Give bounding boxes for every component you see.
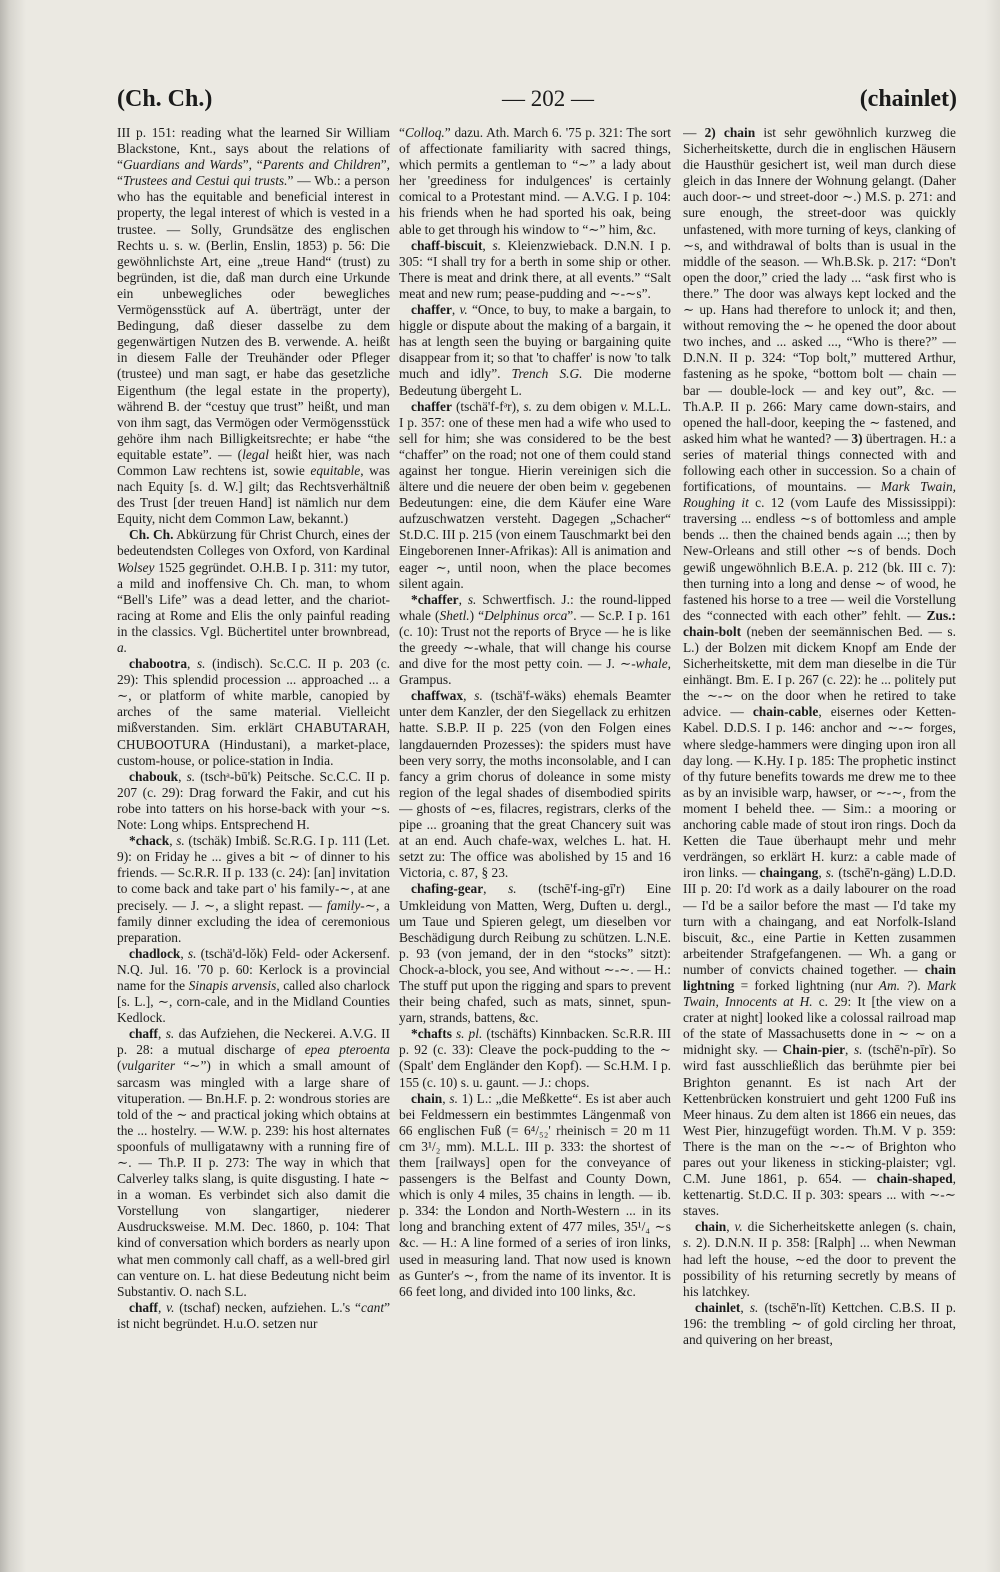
headword: chaffer: [411, 398, 452, 414]
entry-text: (tschä'f-wäks) ehemals Beamter unter dem Kanzler, der den Siegellack zu erhitzen hatte. S.B.P. II p. 225 (von den Folgen eines langdauernden Prozesses): the spiders must have been very sorry, the moths inconsolable, and I can fancy a grim chorus of doleance in some misty region of the legal shades of disembodied spirits — ghosts of ∼es, filacres, registrars, clerks of the pipe ... groaning that the great Chancery suit was at an end. Auch chafe-wax, welches L. hat. H. setzt zu: The office was abolished by 15 and 16 Victoria, c. 87, § 23.: [399, 688, 671, 881]
entry-text: , called also charlock [s. L.], ∼, corn-cale, and in the Midland Counties Kedlock.: [117, 977, 390, 1026]
dictionary-entry: [117, 769, 390, 833]
italic-text: Mark Twain, Roughing it: [683, 479, 956, 511]
entry-text: (neben der seemännischen Bed. — s. L.) der Bolzen mit dickem Knopf am Ende der Sicherheitskette, mit dem man dieselbe in die Tür einhängt. Bm. E. I p. 267 (c. 22): he ... politely put the ∼-∼ on the door when he retired to take advice. —: [683, 623, 956, 720]
entry-text: “∼”) in which a small amount of sarcasm was mingled with a large share of vituperation. — Bn.H.F. p. 2: wondrous stories are told of the ∼ and practical joking which obtains at the ... hostelry. — W.W. p. 239: his host alternates spoonfuls of mulligatawny with a running fire of ∼. — Th.P. II p. 273: The way in which that Calverley talks slang, is quite disgusting. I hate ∼ in a woman. Es verbindet sich also damit die Vorstellung von slangartiger, niederer Ausdrucksweise. M.M. Dec. 1860, p. 104: That kind of conversation which borders as nearly upon what men commonly call chaff, as a well-bred girl can venture on. L. hat diese Bedeutung nicht beim Substantiv. O. nach S.L.: [117, 1058, 390, 1299]
headword: chain: [695, 1219, 727, 1235]
entry-text: c. 29: It [the view on a crater at night] looked like a colossal railroad map of the state of Massachusetts done in ∼ ∼ on a midnight sky. —: [683, 994, 956, 1058]
entry-text: Abkürzung für Christ Church, eines der bedeutendsten Colleges von Oxford, von Kardinal: [117, 527, 390, 559]
italic-text: s.: [508, 881, 517, 897]
headword: 2) chain: [704, 125, 756, 140]
entry-text: M.L.L. I p. 357: one of these men had a wife who used to sell for him; she was considered to be the best “chaffer” on the road; not one of them could stand against her tongue. Hierin vereinigen sich die ältere und die neuere der oben beim: [399, 398, 671, 495]
entry-text: (tschäfts) Kinnbacken. Sc.R.R. III p. 92 (c. 33): Cleave the pock-pudding to the ∼ (Spalt' dem Engländer den Kopf). — Sc.H.M. I p. 155 (c. 10) s. u. gaunt. — J.: chops.: [399, 1026, 671, 1090]
entry-text: (: [117, 1058, 122, 1074]
entry-text: (tschaf) necken, aufziehen. L.'s “: [174, 1299, 361, 1315]
italic-text: vulgariter: [121, 1058, 176, 1074]
italic-text: s.: [467, 591, 477, 607]
entry-text: Schwertfisch. J.: the round-lipped whale (: [399, 591, 671, 623]
entry-text: ,: [158, 1299, 167, 1315]
running-head-left: (Ch. Ch.): [117, 86, 213, 112]
italic-text: Delphinus orca: [484, 607, 568, 623]
italic-text: equitable: [310, 462, 361, 478]
dictionary-entry: [683, 1300, 956, 1348]
italic-text: Mark Twain, Innocents at H.: [683, 977, 956, 1010]
italic-text: s. pl.: [455, 1026, 483, 1042]
headword: chaff-biscuit: [411, 237, 483, 253]
dictionary-entry: [399, 1091, 671, 1300]
italic-text: v.: [620, 398, 629, 414]
headword: chainlet: [695, 1299, 741, 1315]
headword: chafing-gear: [411, 881, 484, 897]
entry-text: “: [399, 125, 405, 140]
entry-text: —: [683, 125, 705, 140]
entry-text: = forked lightning (nur: [734, 977, 879, 993]
entry-text: ”. — Sc.P. I p. 161 (c. 10): Trust not the reports of Bryce — he is like the greedy ∼-whale, that will change his course and dive for the most petty coin. — J.: [399, 607, 671, 672]
entry-text: ” dazu. Ath. March 6. '75 p. 321: The sort of affectionate familiarity with sacred things, which permits a gentleman to “∼” a lady about her 'greediness for indulgences' is certainly comical to a Protestant mind. — A.V.G. I p. 104: his friends when he had sported his oak, being able to get through his window to “∼” him, &c.: [399, 125, 671, 237]
entry-text: ist sehr gewöhnlich kurzweg die Sicherheitskette, durch die in englischen Häusern die Hausthür gesichert ist, weil man durch diese gleich in das Innere der Wohnung gelangt. (Daher auch door-∼ und street-door ∼.) M.S. p. 271: and sure enough, the street-door was quickly unfastened, with more turning of keys, clanking of ∼s, and withdrawal of bolts than is usual in the middle of the season. — Wh.B.Sk. p. 217: “Don't open the door,” cried the lady ... “ask first who is there.” The door was always kept locked and the ∼ up. Hans had therefore to unlock it; and then, without removing the ∼ he opened the door about two inches, and ... asked ..., “Who is there?” — D.N.N. II p. 324: “Top bolt,” muttered Arthur, fastening as he spoke, “bottom bolt — chain — bar — double-lock — and key out”, &c. — Th.A.P. II p. 266: Mary came down-stairs, and opened the hall-door, keeping the ∼ fastened, and asked him what he wanted? —: [683, 125, 956, 446]
entry-text: ,: [458, 591, 468, 607]
entry-text: ,: [482, 237, 493, 253]
dictionary-entry: [399, 238, 671, 302]
entry-text: ” ist nicht begründet. H.u.O. setzen nur: [117, 1299, 390, 1331]
entry-text: die Sicherheitskette anlegen (s. chain,: [742, 1219, 956, 1235]
italic-text: s.: [196, 656, 206, 672]
dictionary-entry: [399, 399, 671, 592]
entry-text: 1) L.: „die Meßkette“. Es ist aber auch bei Feldmessern ein bestimmtes Längenmaß von 66 englischen Fuß (= 6⁴/₅₂' rheinisch = 20 m 11 cm 3¹/₂ mm). M.L.L. III p. 333: the shortest of them [railways] open for the conveyance of passengers is the Belfast and County Down, which is only 4 miles, 35 chains in length. — ib. p. 334: the London and North-Western ... in its long and branching extent of 477 miles, 35¹/₄ ∼s &c. — H.: A line formed of a series of iron links, used in measuring land. That now used is known as Gunter's ∼, from the name of its inventor. It is 66 feet long, and divided into 100 links, &c.: [399, 1090, 671, 1299]
italic-text: v.: [166, 1299, 175, 1315]
dictionary-entry: [117, 946, 390, 1026]
dictionary-entry: [117, 125, 390, 527]
entry-text: heißt hier, was nach Common Law rechtens ist, sowie: [117, 446, 390, 478]
page-number: — 202 —: [502, 86, 594, 111]
italic-text: a.: [117, 640, 128, 655]
entry-text: (indisch). Sc.C.C. II p. 203 (c. 29): This splendid procession ... approached ... a ∼, or platform of white marble, canopied by arches of the same material. Vielleicht mißverstanden. Sim. erklärt CHABUTARAH, CHUBOOTURA (Hindustani), a market-place, custom-house, or police-station in India.: [117, 656, 390, 768]
dictionary-entry: [399, 125, 671, 238]
entry-text: ,: [845, 1042, 854, 1058]
italic-text: s.: [449, 1090, 458, 1106]
headword: chaff: [129, 1299, 159, 1315]
italic-text: Parents and Children: [262, 157, 381, 173]
entry-text: ,: [740, 1299, 750, 1315]
running-head-right: (chainlet): [859, 86, 957, 112]
entry-text: ,: [178, 768, 187, 784]
entry-text: gegebenen Bedeutungen: eine, die dem Käufer eine Ware aufzuschwatzen versteht. Dagegen „Schacher“ St.D.C. III p. 215 (von einem Tauschmarkt bei den Eingeborenen Inner-Afrikas): All is animation and eager ∼, until noon, when the place becomes silent again.: [399, 479, 671, 591]
entry-text: 2). D.N.N. II p. 358: [Ralph] ... when Newman had left the house, ∼ed the door to prevent the possibility of his returning secretly by means of his latchkey.: [683, 1235, 956, 1299]
entry-text: das Aufziehen, die Neckerei. A.V.G. II p. 28: a mutual discharge of: [117, 1026, 390, 1058]
entry-text: III p. 151: reading what the learned Sir William Blackstone, Knt., says about the relations of “: [117, 125, 390, 173]
dictionary-entry: [683, 125, 956, 1219]
italic-text: Shetl.: [439, 607, 470, 623]
entry-text: (tschäk) Imbiß. Sc.R.G. I p. 111 (Let. 9): on Friday he ... gives a bit ∼ of dinner to his friends. — Sc.R.R. II p. 133 (c. 24): [an] invitation to come back and take part o' his family-∼, at ane precisely. — J. ∼, a slight repast. —: [117, 833, 390, 913]
dictionary-entry: [117, 1300, 390, 1332]
entry-text: zu dem obigen: [532, 398, 621, 414]
italic-text: s.: [187, 945, 197, 961]
italic-text: s.: [825, 865, 835, 881]
dictionary-entry: [399, 592, 671, 689]
entry-text: ,: [180, 945, 188, 961]
entry-text: (tschē'n-gäng) L.D.D. III p. 20: I'd work as a daily labourer on the road — I'd be a sailor before the mast — I'd take my turn with a chaingang, and eat Norfolk-Island biscuit, &c., eine Partie in Ketten zusammen arbeitender Strafgefangenen. — Wh. a gang or number of convicts chained together. —: [683, 865, 956, 977]
italic-text: Colloq.: [404, 125, 445, 140]
entry-text: (tschä'd-lŏk) Feld- oder Ackersenf. N.Q. Jul. 16. '70 p. 60: Kerlock is a provincial name for the: [117, 945, 390, 993]
entry-text: (tschē'n-pīr). So wird fast ausschließlich das berühmte pier bei Brighton genannt. Es ist nach Art der Kettenbrücken konstruiert und geht 1200 Fuß ins Meer hinaus. Zu dem alten ist 1866 ein neues, das West Pier, hinzugefügt worden. Th.M. V p. 359: There is the man on the ∼-∼ of Brighton who pares out your likeness in sticking-plaister; vgl. C.M. June 1861, p. 654. —: [683, 1042, 956, 1187]
entry-text: ,: [158, 1026, 166, 1042]
italic-text: Guardians and Wards: [122, 157, 243, 173]
column-3: [683, 125, 956, 1553]
italic-text: s.: [523, 398, 533, 414]
italic-text: v.: [459, 302, 468, 318]
headword: Zus.: chain-bolt: [683, 607, 956, 639]
entry-text: Kleienzwieback. D.N.N. I p. 305: “I shall try for a berth in some ship or other. There is meat and drink there, at all events.” “Salt meat and new rum; pease-pudding and ∼-∼s”.: [399, 237, 671, 301]
entry-text: ” — Wb.: a person who has the equitable and beneficial interest in property, the legal interest of which is vested in a trustee. — Solly, Grundsätze des englischen Rechts u. s. w. (Berlin, Enslin, 1853) p. 56: Die gewöhnlichste Art, eine „treue Hand“ (trust) zu begründen, ist die, daß man durch eine Urkunde ein unbewegliches oder bewegliches Vermögensstück auf A. überträgt, unter der Bedingung, daß dieser dasselbe zu dem gegenwärtigen Nutzen des B. verwende. A. heißt in diesem Falle der Treuhänder oder Pfleger (trustee) und man sagt, er habe das gesetzliche Eigenthum (the legal estate in the property), während B. der “cestuy que trust” heißt, und man von ihm sagt, das Vermögen oder Vermögensstück gehöre ihm nach Billigkeitsrechte; er habe “the equitable estate”. — (: [117, 173, 390, 462]
entry-text: ”, “: [117, 157, 390, 189]
headword: chabootra: [129, 656, 188, 672]
entry-text: ).: [912, 977, 927, 993]
column-2: [399, 125, 671, 1553]
dictionary-entry: [399, 1026, 671, 1090]
entry-text: , eisernes oder Ketten-Kabel. D.D.S. I p. 146: anchor and ∼-∼ forges, where sledge-hammers were dinging upon iron all day long. — K.Hy. I p. 185: The prophetic instinct of thy future benefits towards me drew me to thee as by an invisible warp, hawser, or ∼-∼, from the moment I beheld thee. — Sim.: a mooring or anchoring cable made of stout iron rings. Doch da Ketten die Taue überhaupt mehr und mehr verdrängen, so erklärt H. kurz: a cable made of iron links. —: [683, 704, 956, 881]
entry-text: Die moderne Bedeutung übergeht L.: [399, 366, 671, 398]
italic-text: family-∼: [326, 897, 376, 913]
entry-text: ,: [726, 1219, 735, 1235]
dictionary-entry: [399, 881, 671, 1026]
headword: *chafts: [411, 1026, 452, 1042]
headword: chaingang: [759, 865, 819, 881]
dictionary-entry: [399, 688, 671, 881]
entry-text: c. 12 (vom Laufe des Mississippi): traversing ... endless ∼s of bottomless and ample bends ... then the chained bends again ...; then by New-Orleans and still other ∼s of bends. Doch gewiß ungewöhnlich B.E.A. p. 212 (bk. III c. 7): then turning into a long and dense ∼ of wood, he fastened his horse to a tree — weil die Vorstellung des “connected with each other” fehlt. —: [683, 495, 956, 623]
entry-text: (tschē'n-lĭt) Kettchen. C.B.S. II p. 196: the trembling ∼ of gold circling her throat, and quivering on her breast,: [683, 1299, 956, 1348]
entry-text: 1525 gegründet. O.H.B. I p. 311: my tutor, a mild and inoffensive Ch. Ch. man, to whom “Bell's Life” was a dead letter, and the chariot-racing at Rome and Elis the only painful reading in the classics. Vgl. Büchertitel unter brownbread,: [117, 559, 390, 639]
dictionary-entry: [117, 656, 390, 769]
italic-text: Wolsey: [117, 559, 155, 575]
entry-text: , was nach Equity [s. d. W.] gilt; das Rechtsverhältniß des Trust [der treuen Hand] ist nämlich nur dem Equity, nicht dem Common Law, bekannt.): [117, 462, 390, 527]
entry-text: ) “: [469, 607, 485, 623]
headword: chadlock: [129, 945, 181, 961]
entry-text: ,: [818, 865, 826, 881]
headword: chain lightning: [683, 961, 956, 993]
entry-text: ,: [483, 881, 509, 897]
entry-text: ,: [451, 302, 460, 318]
italic-text: ∼-whale: [619, 656, 668, 672]
headword: chain: [411, 1090, 443, 1106]
italic-text: Sinapis arvensis: [188, 977, 277, 993]
italic-text: v.: [734, 1219, 743, 1235]
italic-text: v.: [601, 479, 610, 495]
entry-text: (tschä'f-fᵊr),: [451, 398, 524, 414]
entry-text: ,: [463, 688, 475, 704]
italic-text: cant: [361, 1299, 385, 1315]
entry-text: , Grampus.: [399, 656, 671, 688]
italic-text: s.: [176, 833, 185, 849]
italic-text: s.: [749, 1299, 759, 1315]
italic-text: epea pteroenta: [304, 1042, 390, 1058]
italic-text: s.: [186, 768, 196, 784]
dictionary-entry: [117, 833, 390, 946]
entry-text: übertragen. H.: a series of material things connected with and following each other in succession. So a chain of fortifications, of mountains. —: [683, 430, 956, 495]
dictionary-entry: [117, 1026, 390, 1300]
dictionary-entry: [399, 302, 671, 399]
italic-text: s.: [853, 1042, 863, 1058]
headword: 3): [851, 430, 863, 446]
italic-text: Trustees and Cestui qui trusts.: [122, 173, 288, 189]
headword: chabouk: [129, 768, 179, 784]
entry-text: ,: [169, 833, 177, 849]
italic-text: s.: [165, 1026, 175, 1042]
headword: chaff: [129, 1026, 159, 1042]
italic-text: s.: [474, 688, 483, 704]
headword: chain-shaped: [876, 1171, 953, 1187]
entry-text: ,: [187, 656, 197, 672]
entry-text: “Once, to buy, to make a bargain, to higgle or dispute about the making of a bargain, it has at length seen the buying or bargaining quite disappear from it; so that 'to chaffer' is now 'to talk much and idly”.: [399, 302, 671, 382]
italic-text: legal: [242, 446, 269, 462]
headword: *chaffer: [411, 591, 459, 607]
headword: Ch. Ch.: [129, 527, 174, 543]
entry-text: , kettenartig. St.D.C. II p. 303: spears ... with ∼-∼ staves.: [683, 1171, 956, 1219]
entry-text: ”, “: [242, 157, 263, 173]
entry-text: , a family dinner excluding the idea of ceremonious preparation.: [117, 897, 390, 945]
italic-text: Am. ?: [878, 977, 913, 993]
headword: chain-cable: [752, 704, 819, 720]
italic-text: s.: [683, 1235, 692, 1251]
headword: *chack: [129, 833, 170, 849]
entry-text: (tschē'f-ing-gī'r) Eine Umkleidung von Matten, Werg, Duften u. dergl., um Taue und Spieren gelegt, um dieselben vor Beschädigung durch Reibung zu schützen. L.N.E. p. 93 (von jemand, der in den “stocks” sitzt): Chock-a-block, you see, And without ∼-∼. — H.: The stuff put upon the rigging and spars to prevent their being chafed, such as mats, sinnet, spun-yarn, strands, battens, &c.: [399, 881, 671, 1026]
entry-text: ,: [442, 1090, 450, 1106]
headword: chaffer: [411, 302, 452, 318]
entry-text: (tschᵃ-bū'k) Peitsche. Sc.C.C. II p. 207 (c. 29): Drag forward the Fakir, and cut his robe into tatters on his horse-back with your ∼s. Note: Long whips. Entsprechend H.: [117, 768, 390, 833]
italic-text: s.: [492, 237, 502, 253]
headword: chaffwax: [411, 688, 464, 704]
dictionary-entry: [117, 527, 390, 656]
dictionary-entry: [683, 1219, 956, 1299]
italic-text: Trench S.G.: [511, 366, 583, 382]
column-1: [117, 125, 390, 1553]
headword: Chain-pier: [782, 1042, 846, 1058]
